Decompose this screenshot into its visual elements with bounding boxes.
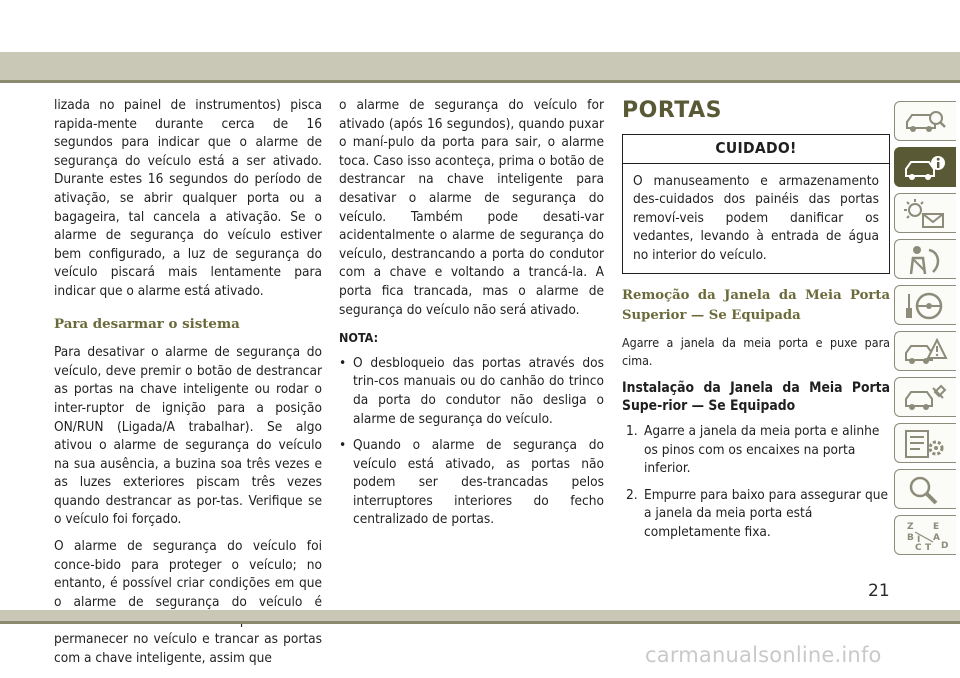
list-item-text: O desbloqueio das portas através dos trin-cos manuais ou do canhão do trinco da porta do condutor não desliga o alarme de segurança do veículo.: [353, 354, 604, 427]
column-left: [54, 96, 322, 675]
list-item: [339, 436, 604, 529]
header-rule: [0, 80, 960, 83]
section-title-portas: PORTAS: [622, 98, 722, 123]
caution-body: O manuseamento e armazenamento des-cuidados dos painéis das portas removí-veis podem danificar os vedantes, levando à entrada de água no interior do veículo.: [633, 172, 879, 263]
chapter-tabs: [894, 101, 960, 561]
paragraph: lizada no painel de instrumentos) pisca rapida-mente durante cerca de 16 segundos para indicar que o alarme de segurança do veículo está a ser ativado. Durante estes 16 segundos do período de ativação, se abrir qualquer porta ou a bagageira, tal cancela a ativação. Se o alarme de segurança do veículo estiver bem configurado, a luz de segurança do veículo piscará mais lentamente para indicar que o alarme está ativado.: [54, 97, 322, 299]
index-letter: C: [915, 543, 922, 553]
magnifier-icon: [903, 474, 947, 506]
paragraph: Agarre a janela da meia porta e puxe para cima.: [622, 334, 890, 369]
paragraph: Para desativar o alarme de segurança do veículo, deve premir o botão de destrancar as portas na chave inteligente ou rodar o inter-ruptor de ignição para a posição ON/RUN (Ligada/A trabalhar). Se algo ativou o alarme de segurança do veículo na sua ausência, a buzina soa três vezes e as luzes exteriores piscam três vezes quando destrancar as por-tas. Verifique se o veículo foi forçado.: [54, 344, 322, 528]
index-letter: B: [907, 533, 914, 543]
section-heading-instalacao: Instalação da Janela da Meia Porta Supe-rior — Se Equipado: [622, 379, 890, 415]
index-letter: E: [933, 522, 940, 532]
tab-car-search[interactable]: [894, 101, 956, 141]
paragraph: o alarme de segurança do veículo for ativado (após 16 segundos), quando puxar o maní-pulo da porta para sair, o alarme toca. Caso isso aconteça, prima o botão de destrancar na chave inteligente para desativar o alarme de segurança do veículo. Também pode desati-var acidentalmente o alarme de segurança do veículo, destrancando a porta do condutor com a chave e voltando a trancá-la. A porta fica trancada, mas o alarme de segurança do veículo não será ativado.: [339, 97, 604, 318]
caution-box: [622, 134, 890, 274]
car-search-icon: [903, 106, 947, 138]
tab-safety[interactable]: [894, 239, 956, 279]
warning-lights-icon: [903, 198, 947, 230]
step-text: Empurre para baixo para assegurar que a janela da meia porta está completamente fixa.: [644, 486, 888, 540]
alphabet-index-icon: [903, 520, 947, 552]
steering-wheel-icon: [903, 290, 947, 322]
column-middle: [339, 96, 604, 537]
tab-checklist[interactable]: [894, 423, 956, 463]
step-number: 1.: [626, 422, 638, 439]
tab-car-warning[interactable]: [894, 331, 956, 371]
section-heading-remocao: Remoção da Janela da Meia Porta Superior — Se Equipada: [622, 287, 890, 323]
header-band: [0, 52, 960, 80]
paragraph: O alarme de segurança do veículo foi conce-bido para proteger o veículo; no entanto, é possível criar condições em que o alarme de segurança do veículo é permanecer no veículo e trancar as portas com a chave inteligente, assim que: [54, 538, 322, 666]
tab-search[interactable]: [894, 469, 956, 509]
tab-warning-lights[interactable]: [894, 193, 956, 233]
car-service-icon: [903, 382, 947, 414]
car-warning-icon: [903, 336, 947, 368]
note-label: NOTA:: [339, 330, 379, 346]
safety-icon: [903, 244, 947, 276]
checklist-gear-icon: [903, 428, 947, 460]
list-item: [339, 354, 604, 428]
list-item: [622, 422, 890, 478]
step-number: 2.: [626, 486, 638, 503]
tab-car-info[interactable]: [894, 147, 956, 187]
list-item: [622, 486, 890, 542]
tab-steering[interactable]: [894, 285, 956, 325]
tab-car-service[interactable]: [894, 377, 956, 417]
step-text: Agarre a janela da meia porta e alinhe os pinos com os encaixes na porta inferior.: [644, 422, 880, 477]
index-letter: A: [933, 533, 940, 543]
list-item-text: Quando o alarme de segurança do veículo está ativado, as portas não podem ser des-trancadas pelos interruptores interiores do fecho centralizado de portas.: [353, 437, 604, 528]
bullet-mark: •: [339, 437, 347, 454]
column-right: [622, 96, 890, 550]
bullet-mark: •: [339, 354, 347, 371]
index-letter: Z: [907, 522, 914, 532]
index-letter: T: [925, 543, 932, 553]
tab-index[interactable]: [894, 515, 956, 555]
index-letter: I: [917, 535, 921, 545]
footer-rule: [0, 621, 960, 624]
footer-band: [0, 610, 960, 621]
caution-title: CUIDADO!: [623, 135, 889, 164]
section-heading-desarmar: Para desarmar o sistema: [54, 315, 240, 332]
page-number: 21: [868, 581, 890, 601]
car-info-icon: [903, 152, 947, 184]
index-letter: D: [941, 541, 949, 551]
watermark: carmanualsonline.info: [645, 643, 882, 667]
